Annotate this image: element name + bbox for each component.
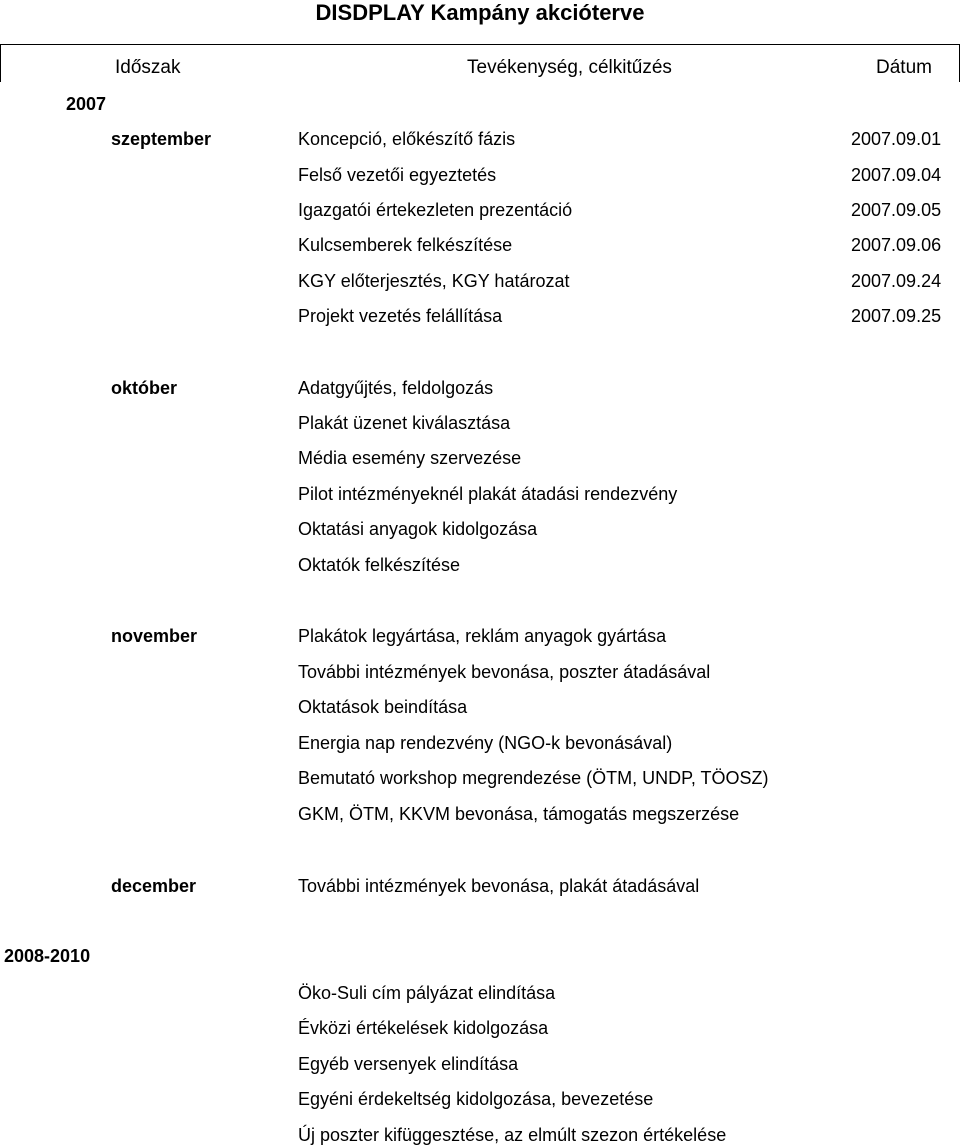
table-header — [0, 44, 960, 82]
activity-item: Felső vezetői egyeztetés — [298, 165, 497, 185]
activity-item: Média esemény szervezése — [298, 448, 522, 468]
activity-item: Plakát üzenet kiválasztása — [298, 413, 511, 433]
activity-item: Oktatók felkészítése — [298, 555, 461, 575]
page-title: DISDPLAY Kampány akcióterve — [315, 0, 645, 25]
activity-date: 2007.09.25 — [851, 306, 942, 326]
activity-item: Évközi értékelések kidolgozása — [298, 1018, 549, 1038]
activity-item: Kulcsemberek felkészítése — [298, 235, 513, 255]
activity-item: Új poszter kifüggesztése, az elmúlt szezon értékelése — [298, 1125, 727, 1145]
activity-item: KGY előterjesztés, KGY határozat — [298, 271, 570, 291]
activity-item: Energia nap rendezvény (NGO-k bevonásával) — [298, 733, 673, 753]
activity-item: További intézmények bevonása, poszter átadásával — [298, 662, 711, 682]
activity-item: További intézmények bevonása, plakát átadásával — [298, 876, 700, 896]
activity-date: 2007.09.01 — [851, 129, 942, 149]
month-label-september: szeptember — [111, 129, 212, 149]
activity-item: Oktatási anyagok kidolgozása — [298, 519, 538, 539]
month-label-november: november — [111, 626, 198, 646]
activity-item: Plakátok legyártása, reklám anyagok gyártása — [298, 626, 667, 646]
activity-date: 2007.09.24 — [851, 271, 942, 291]
header-activity: Tevékenység, célkitűzés — [467, 57, 672, 78]
activity-item: Pilot intézményeknél plakát átadási rendezvény — [298, 484, 678, 504]
activity-item: Öko-Suli cím pályázat elindítása — [298, 983, 556, 1003]
activity-item: Bemutató workshop megrendezése (ÖTM, UNDP, TÖOSZ) — [298, 768, 769, 788]
activity-item: Igazgatói értekezleten prezentáció — [298, 200, 573, 220]
month-label-december: december — [111, 876, 197, 896]
activity-date: 2007.09.06 — [851, 235, 942, 255]
year-label-2008-2010: 2008-2010 — [4, 946, 91, 966]
activity-date: 2007.09.04 — [851, 165, 942, 185]
year-label-2007: 2007 — [66, 94, 107, 114]
activity-item: Projekt vezetés felállítása — [298, 306, 503, 326]
month-label-october: október — [111, 378, 178, 398]
header-period: Időszak — [115, 57, 181, 78]
activity-item: Oktatások beindítása — [298, 697, 468, 717]
activity-item: Adatgyűjtés, feldolgozás — [298, 378, 494, 398]
activity-item: Egyéb versenyek elindítása — [298, 1054, 519, 1074]
header-date: Dátum — [876, 57, 932, 78]
activity-item: Koncepció, előkészítő fázis — [298, 129, 516, 149]
activity-date: 2007.09.05 — [851, 200, 942, 220]
activity-item: Egyéni érdekeltség kidolgozása, bevezetése — [298, 1089, 654, 1109]
activity-item: GKM, ÖTM, KKVM bevonása, támogatás megszerzése — [298, 804, 740, 824]
